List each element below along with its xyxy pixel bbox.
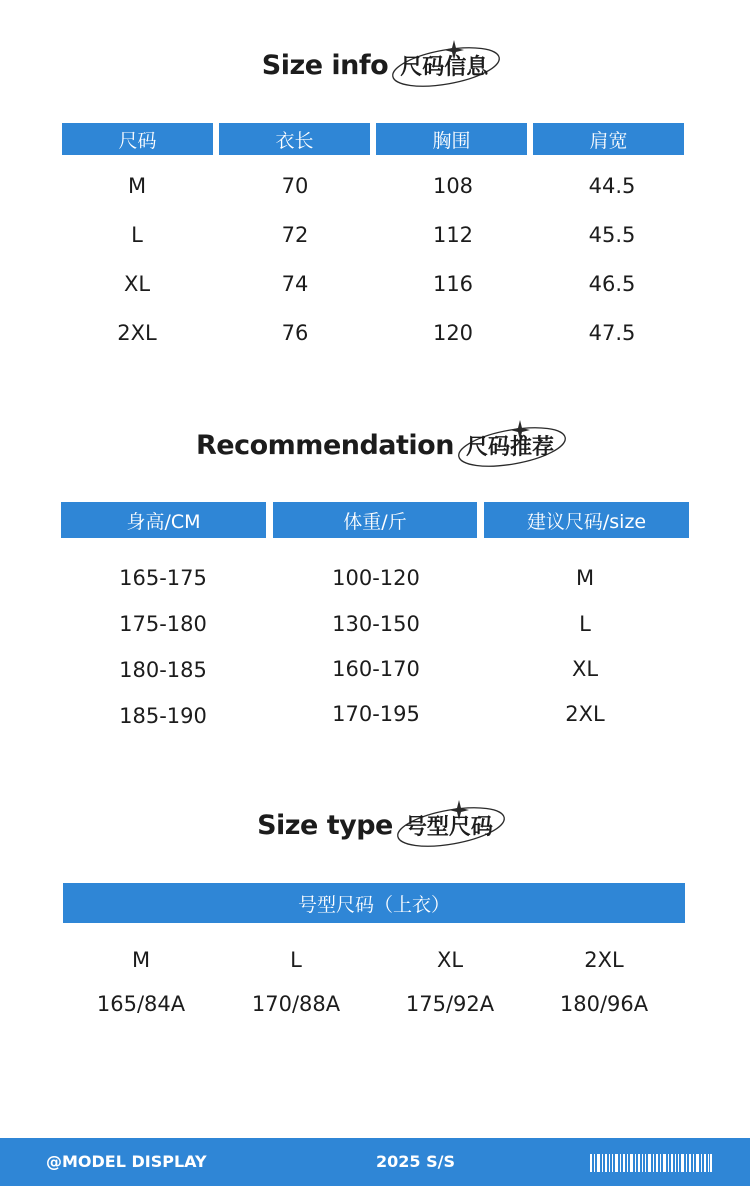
table-cell: 160-170 (332, 657, 420, 681)
table-cell: 72 (281, 223, 309, 247)
recommendation-title-en: Recommendation (196, 430, 454, 461)
table-cell: 120 (432, 321, 474, 345)
size-label: XL (436, 948, 464, 972)
size-info-header-cell: 肩宽 (533, 123, 684, 155)
size-label: L (290, 948, 302, 972)
table-cell: 74 (281, 272, 309, 296)
size-info-header (62, 123, 684, 155)
size-code: 180/96A (559, 992, 649, 1016)
table-cell: 170-195 (332, 702, 420, 726)
footer-season: 2025 S/S (376, 1152, 455, 1171)
recommendation-title-cn: 尺码推荐 (465, 435, 554, 460)
table-cell: 47.5 (588, 321, 636, 345)
table-cell: 130-150 (332, 612, 420, 636)
size-code: 165/84A (96, 992, 186, 1016)
size-info-header-cell: 尺码 (62, 123, 213, 155)
table-cell: 112 (432, 223, 474, 247)
recommendation-header-cell: 体重/斤 (273, 502, 477, 538)
size-info-title (0, 50, 750, 81)
barcode-icon (590, 1154, 712, 1172)
size-info-header-cell: 衣长 (219, 123, 370, 155)
table-cell: L (579, 612, 591, 636)
size-code: 175/92A (405, 992, 495, 1016)
table-cell: 70 (281, 174, 309, 198)
table-cell: 46.5 (588, 272, 636, 296)
size-code: 170/88A (251, 992, 341, 1016)
recommendation-title (0, 430, 750, 461)
recommendation-header-cell: 身高/CM (61, 502, 266, 538)
table-cell: 2XL (565, 702, 605, 726)
size-info-header-cell: 胸围 (376, 123, 527, 155)
size-label: 2XL (584, 948, 624, 972)
size-type-title-cn: 号型尺码 (404, 815, 493, 840)
table-cell: 45.5 (588, 223, 636, 247)
table-cell: 165-175 (119, 566, 207, 590)
size-type-header-cell: 号型尺码（上衣） (63, 883, 685, 923)
table-cell: 76 (281, 321, 309, 345)
size-type-header (63, 883, 685, 923)
table-cell: 180-185 (119, 658, 207, 682)
footer-brand: @MODEL DISPLAY (46, 1152, 207, 1171)
size-info-title-en: Size info (261, 50, 389, 81)
size-type-title (0, 810, 750, 841)
table-cell: XL (571, 657, 599, 681)
recommendation-header-cell: 建议尺码/size (484, 502, 689, 538)
recommendation-header (61, 502, 689, 538)
table-cell: M (575, 566, 595, 590)
table-cell: 185-190 (119, 704, 207, 728)
table-cell: 175-180 (119, 612, 207, 636)
table-cell: 100-120 (332, 566, 420, 590)
table-cell: 2XL (117, 321, 157, 345)
size-label: M (131, 948, 151, 972)
size-info-title-cn: 尺码信息 (400, 55, 489, 80)
table-cell: L (131, 223, 143, 247)
table-cell: 116 (432, 272, 474, 296)
footer-bar (0, 1138, 750, 1186)
size-type-title-en: Size type (257, 810, 393, 841)
table-cell: XL (123, 272, 151, 296)
table-cell: 44.5 (588, 174, 636, 198)
table-cell: 108 (432, 174, 474, 198)
table-cell: M (127, 174, 147, 198)
